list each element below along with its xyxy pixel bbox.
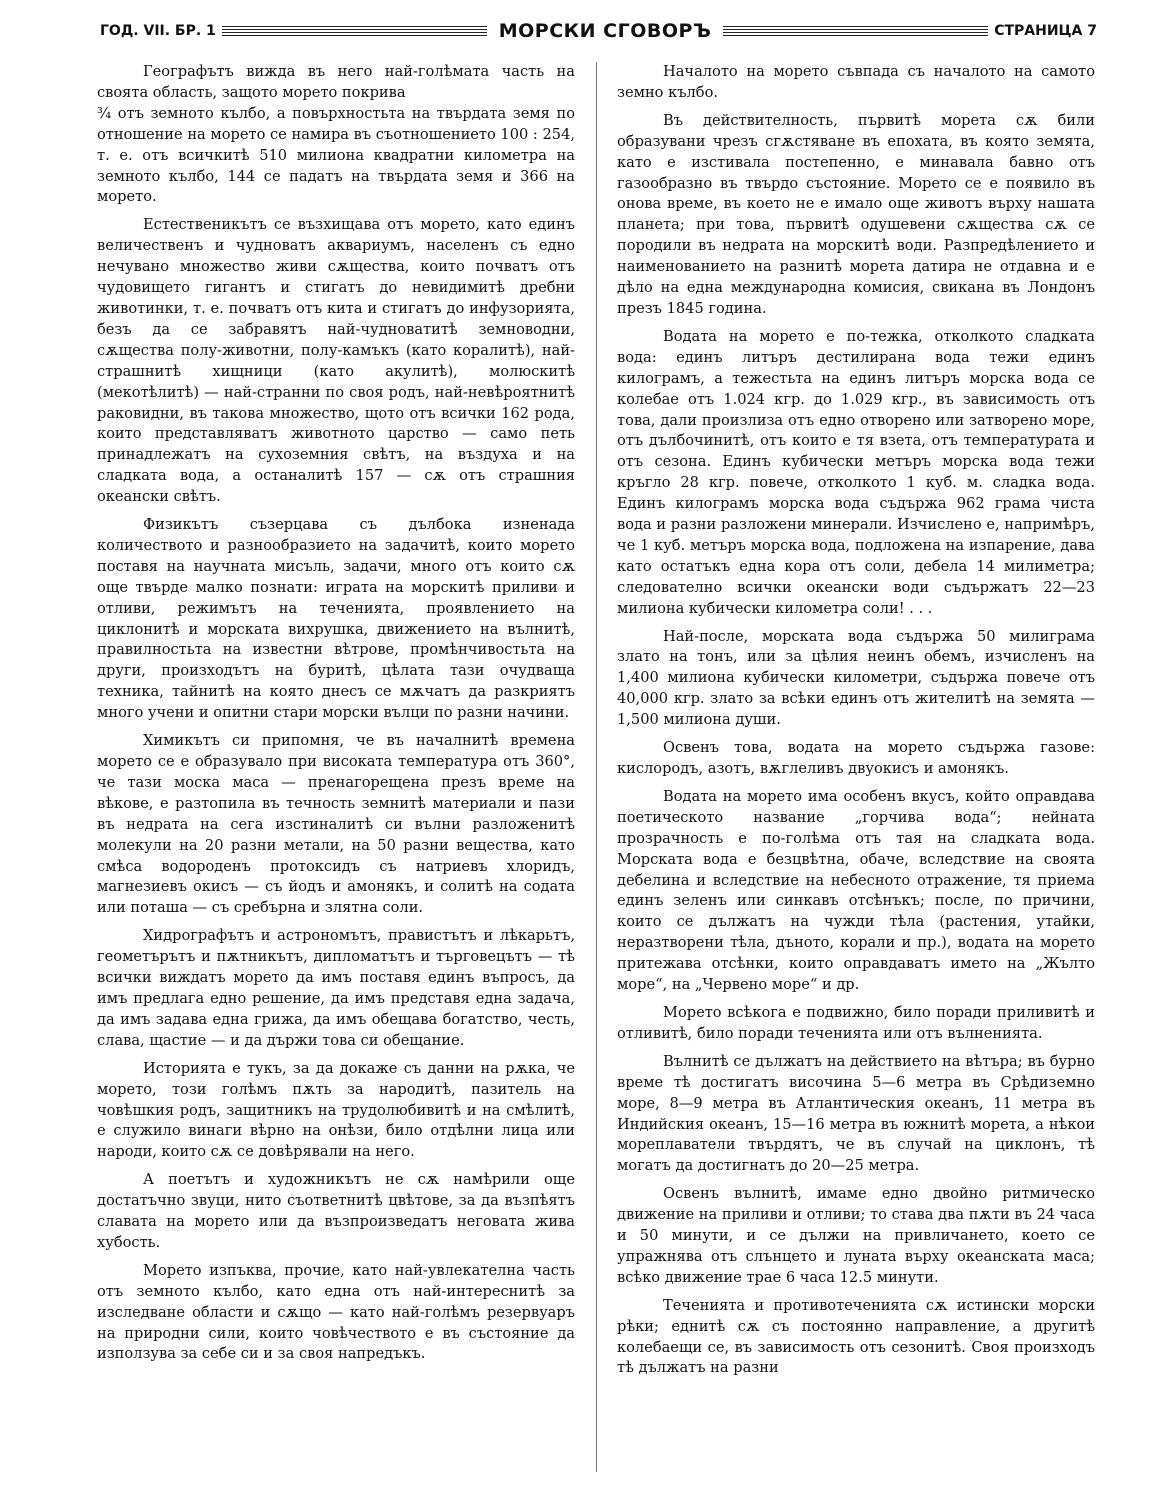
- paragraph: Теченията и противотеченията сѫ истински морски рѣки; еднитѣ сѫ съ постоянно направление, а другитѣ колебаещи се, въ зависимость отъ сезонитѣ. Своя произходъ тѣ дължатъ на разни: [617, 1296, 1095, 1377]
- column-divider: [596, 62, 597, 1472]
- issue-number: ГОД. VII. БР. 1: [100, 23, 216, 39]
- paragraph: Естественикътъ се възхищава отъ морето, като единъ величественъ и чудноватъ аквариумъ, населенъ съ едно нечувано множество живи сѫщества, които почватъ отъ чудовището гигантъ и стигатъ до невидимитѣ дребни животинки, т. е. почватъ отъ кита и стигатъ до инфузорията, безъ да се забравятъ най-чудноватитѣ земноводни, сѫщества полу-животни, полу-камъкъ (като коралитѣ), най-страшнитѣ хищници (като акулитѣ), молюскитѣ (мекотѣлитѣ) — най-странни по своя родъ, най-невѣроятнитѣ раковидни, въ такова множество, щото отъ всички 162 рода, които представляватъ животното царство — само петь принадлежатъ на сухоземния свѣтъ, на въздуха и на сладката вода, а останалитѣ 157 — сѫ отъ страшния океански свѣтъ.: [97, 216, 575, 506]
- paragraph: Въ действителность, първитѣ морета сѫ били образувани чрезъ сгѫстяване въ епохата, въ която земята, като е изстивала постепенно, е минавала бавно отъ газообразно въ твърдо състояние. Морето се е появило въ онова време, въ което не е имало още животъ върху нашата планета; при това, първитѣ одушевени сѫщества сѫ се породили въ недрата на морскитѣ води. Разпредѣлението и наименованието на разнитѣ морета датира не отдавна и е дѣло на една международна комисия, свикана въ Лондонъ презъ 1845 година.: [617, 111, 1095, 317]
- paragraph: Водата на морето има особенъ вкусъ, който оправдава поетическото название „горчива вода“; нейната прозрачность е по-голѣма отъ тая на сладката вода. Морската вода е безцвѣтна, обаче, вследствие на своята дебелина и вследствие на небесното отражение, тя приема единъ зеленъ или синкавъ отсѣнъкъ; после, по причини, които се дължатъ на чужди тѣла (растения, утайки, неразтворени тѣла, дъното, корали и пр.), водата на морето притежава отсѣнки, които оправдаватъ името на „Жълто море“, на „Червено море“ и др.: [617, 787, 1095, 994]
- paragraph: ¾ отъ земното кълбо, а повърхностьта на твърдата земя по отношение на морето се намира въ съотношението 100 : 254, т. е. отъ всичкитѣ 510 милиона квадратни километра на земното кълбо, 144 се падатъ на твърдата земя и 366 на морето.: [97, 104, 575, 206]
- paragraph: Водата на морето е по-тежка, отколкото сладката вода: единъ литъръ дестилирана вода тежи единъ килограмъ, а тежестьта на единъ литъръ морска вода се колебае отъ 1.024 кгр. до 1.029 кгр., въ зависимость отъ това, дали произлиза отъ едно отворено или затворено море, отъ дълбочинитѣ, отъ които е тя взета, отъ температурата и отъ сезона. Единъ кубически метъръ морска вода тежи кръгло 28 кгр. повече, отколкото 1 куб. м. сладка вода. Единъ килограмъ морска вода съдържа 962 грама чиста вода и разни разложени минерали. Изчислено е, напримѣръ, че 1 куб. метъръ морска вода, подложена на изпарение, дава като остатъкъ една кора отъ соли, дебела 14 милиметра; следователно всички океански води съдържатъ 22—23 милиона кубически километра соли! . . .: [617, 327, 1095, 617]
- masthead-rule-left: [222, 26, 487, 37]
- paragraph: Физикътъ съзерцава съ дълбока изненада количеството и разнообразието на задачитѣ, които морето поставя на научната мисъль, задачи, много отъ които сѫ още твърде малко познати: играта на морскитѣ приливи и отливи, режимътъ на теченията, проявлението на циклонитѣ и морската вихрушка, движението на вълнитѣ, правилностьта на известни вѣтрове, промѣнчивостьта на други, произходътъ на буритѣ, цѣлата тази очудваща техника, тайнитѣ на която днесъ се мѫчатъ да разкриятъ много учени и опитни стари морски вълци по разни начини.: [97, 516, 575, 722]
- paragraph: Историята е тукъ, за да докаже съ данни на рѫка, че морето, този голѣмъ пѫть за народитѣ, пазитель на човѣшкия родъ, защитникъ на трудолюбивитѣ и на смѣлитѣ, е служило винаги вѣрно на онѣзи, било отдѣлни лица или народи, които сѫ се довѣрявали на него.: [97, 1059, 575, 1161]
- paragraph: Химикътъ си припомня, че въ началнитѣ времена морето се е образувало при високата температура отъ 360°, че тази моска маса — пренагорещена презъ време на вѣкове, е разтопила въ течность земнитѣ материали и пази въ недрата на сега изстиналитѣ си вълни разложенитѣ молекули на 20 разни метали, на 50 разни вещества, като смѣса водороденъ протоксидъ съ натриевъ хлоридъ, магнезиевъ окисъ — съ йодъ и амонякъ, и солитѣ на содата или поташа — съ сребърна и злятна соли.: [97, 732, 575, 917]
- masthead: [100, 20, 1097, 42]
- paragraph: Хидрографътъ и астрономътъ, правистътъ и лѣкарьтъ, геометърътъ и пѫтникътъ, дипломатътъ и търговецътъ — тѣ всички виждатъ морето да имъ поставя единъ въпросъ, да имъ предлага едно решение, да имъ представя една задача, да имъ задава една грижа, да имъ обещава богатство, честь, слава, щастие — и да държи това си обещание.: [97, 927, 575, 1049]
- paragraph: Освенъ това, водата на морето съдържа газове: кислородъ, азотъ, вѫглеливъ двуокисъ и амонякъ.: [617, 739, 1095, 777]
- paragraph: Освенъ вълнитѣ, имаме едно двойно ритмическо движение на приливи и отливи; то става два пѫти въ 24 часа и 50 минути, и се дължи на привличането, което се упражнява отъ слънцето и луната върху океанската маса; всѣко движение трае 6 часа 12.5 минути.: [617, 1185, 1095, 1286]
- masthead-rule-right: [723, 26, 988, 37]
- paragraph: Географътъ вижда въ него най-голѣмата часть на своята область, защото морето покрива: [97, 63, 575, 101]
- journal-title: МОРСКИ СГОВОРЪ: [498, 20, 712, 42]
- paragraph: Най-после, морската вода съдържа 50 милиграма злато на тонъ, или за цѣлия неинъ обемъ, изчисленъ на 1,400 милиона кубически километри, съдържа повече отъ 40,000 кгр. злато за всѣки единъ отъ жителитѣ на земята — 1,500 милиона души.: [617, 627, 1095, 729]
- paragraph: Вълнитѣ се дължатъ на действието на вѣтъра; въ бурно време тѣ достигатъ височина 5—6 метра въ Срѣдиземно море, 8—9 метра въ Атлантическия океанъ, 11 метра въ Индийския океанъ, 15—16 метра въ южнитѣ морета, а нѣкои мореплаватели твърдятъ, че въ случай на циклонъ, тѣ могатъ да достигнатъ до 20—25 метра.: [617, 1052, 1095, 1175]
- paragraph: Морето всѣкога е подвижно, било поради приливитѣ и отливитѣ, било поради теченията или отъ вълненията.: [617, 1003, 1095, 1042]
- right-column: [617, 62, 1095, 1482]
- paragraph: Морето изпъква, прочие, като най-увлекателна часть отъ земното кълбо, като една отъ най-интереснитѣ за изследване области и сѫщо — като най-голѣмъ резервуаръ на природни сили, които човѣчеството е въ състояние да използува за себе си и за своя напредъкъ.: [97, 1261, 575, 1363]
- left-column: [97, 62, 575, 1482]
- paragraph: Началото на морето съвпада съ началото на самото земно кълбо.: [617, 63, 1095, 101]
- page-number: СТРАНИЦА 7: [994, 23, 1097, 39]
- paragraph: А поетътъ и художникътъ не сѫ намѣрили още достатъчно звуци, нито съответнитѣ цвѣтове, за да възпѣятъ славата на морето или да възпроизведатъ неговата жива хубость.: [97, 1171, 575, 1251]
